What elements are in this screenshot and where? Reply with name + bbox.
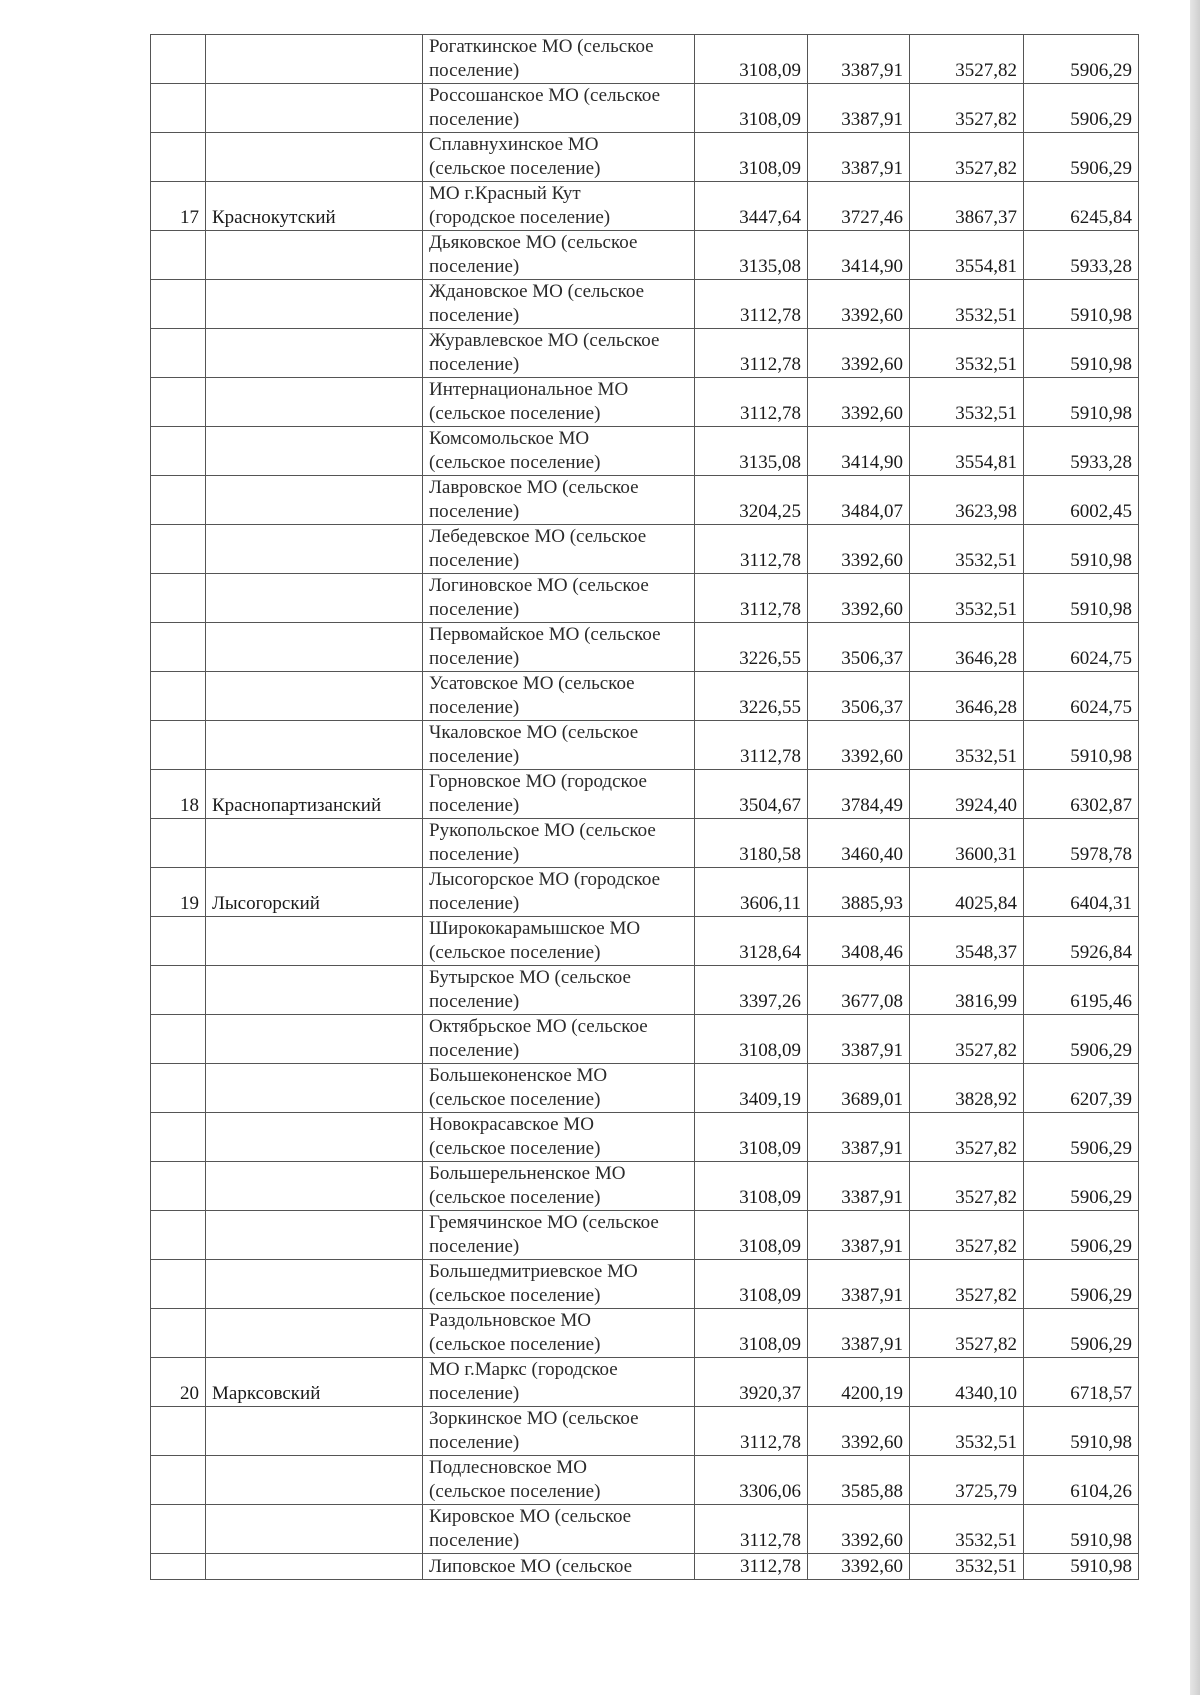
value-col-1: 3226,55: [695, 623, 808, 672]
row-number: 19: [151, 868, 206, 917]
district-name: [206, 231, 423, 280]
value-col-3: 3600,31: [910, 819, 1024, 868]
district-name: [206, 1456, 423, 1505]
value-col-1: 3108,09: [695, 35, 808, 84]
value-col-3: 4340,10: [910, 1358, 1024, 1407]
table-row: [151, 672, 1139, 721]
district-name: [206, 1015, 423, 1064]
value-col-4: 5906,29: [1024, 1211, 1139, 1260]
value-col-2: 3506,37: [808, 623, 910, 672]
municipality-name: Кировское МО (сельское поселение): [423, 1505, 695, 1554]
municipality-name: Журавлевское МО (сельское поселение): [423, 329, 695, 378]
municipality-name: Лебедевское МО (сельское поселение): [423, 525, 695, 574]
table-row: [151, 378, 1139, 427]
municipality-name: Ширококарамышское МО (сельское поселение): [423, 917, 695, 966]
value-col-1: 3397,26: [695, 966, 808, 1015]
district-name: [206, 819, 423, 868]
value-col-2: 3387,91: [808, 84, 910, 133]
municipality-name: Ждановское МО (сельское поселение): [423, 280, 695, 329]
value-col-2: 3387,91: [808, 35, 910, 84]
value-col-2: 3387,91: [808, 1211, 910, 1260]
table-row: [151, 1505, 1139, 1554]
row-number: [151, 378, 206, 427]
district-name: [206, 1113, 423, 1162]
value-col-3: 3532,51: [910, 329, 1024, 378]
district-name: [206, 1505, 423, 1554]
value-col-4: 5906,29: [1024, 133, 1139, 182]
row-number: [151, 1015, 206, 1064]
table-row: [151, 721, 1139, 770]
value-col-1: 3108,09: [695, 133, 808, 182]
table-row: [151, 1015, 1139, 1064]
value-col-4: 5910,98: [1024, 329, 1139, 378]
value-col-4: 5910,98: [1024, 525, 1139, 574]
district-name: [206, 1260, 423, 1309]
value-col-3: 3532,51: [910, 574, 1024, 623]
value-col-2: 4200,19: [808, 1358, 910, 1407]
row-number: [151, 231, 206, 280]
value-col-1: 3306,06: [695, 1456, 808, 1505]
district-name: [206, 1064, 423, 1113]
value-col-4: 5910,98: [1024, 1407, 1139, 1456]
district-name: [206, 1162, 423, 1211]
row-number: [151, 427, 206, 476]
value-col-1: 3112,78: [695, 1407, 808, 1456]
value-col-2: 3414,90: [808, 231, 910, 280]
row-number: 18: [151, 770, 206, 819]
value-col-2: 3392,60: [808, 721, 910, 770]
row-number: [151, 525, 206, 574]
value-col-2: 3727,46: [808, 182, 910, 231]
table-row: [151, 1211, 1139, 1260]
value-col-2: 3689,01: [808, 1064, 910, 1113]
table-row: [151, 1064, 1139, 1113]
value-col-4: 5910,98: [1024, 378, 1139, 427]
table-row: [151, 525, 1139, 574]
district-name: [206, 1309, 423, 1358]
value-col-1: 3226,55: [695, 672, 808, 721]
district-name: [206, 35, 423, 84]
row-number: [151, 1456, 206, 1505]
table-row: [151, 1456, 1139, 1505]
value-col-2: 3392,60: [808, 1505, 910, 1554]
value-col-3: 3527,82: [910, 1211, 1024, 1260]
table-row: [151, 574, 1139, 623]
municipality-name: Рогаткинское МО (сельское поселение): [423, 35, 695, 84]
table-row: [151, 1358, 1139, 1407]
value-col-4: 5906,29: [1024, 1260, 1139, 1309]
row-number: 17: [151, 182, 206, 231]
value-col-4: 5906,29: [1024, 1162, 1139, 1211]
value-col-4: 5926,84: [1024, 917, 1139, 966]
value-col-1: 3108,09: [695, 84, 808, 133]
value-col-1: 3135,08: [695, 231, 808, 280]
table-row: [151, 329, 1139, 378]
municipality-name: Большедмитриевское МО (сельское поселение): [423, 1260, 695, 1309]
value-col-2: 3387,91: [808, 1162, 910, 1211]
value-col-3: 3527,82: [910, 133, 1024, 182]
district-name: [206, 378, 423, 427]
table-row: [151, 280, 1139, 329]
row-number: [151, 133, 206, 182]
value-col-4: 5906,29: [1024, 1309, 1139, 1358]
row-number: [151, 84, 206, 133]
value-col-1: 3128,64: [695, 917, 808, 966]
value-col-1: 3920,37: [695, 1358, 808, 1407]
value-col-2: 3392,60: [808, 574, 910, 623]
value-col-3: 3527,82: [910, 35, 1024, 84]
value-col-3: 3532,51: [910, 1505, 1024, 1554]
value-col-3: 3532,51: [910, 1407, 1024, 1456]
value-col-1: 3112,78: [695, 525, 808, 574]
value-col-2: 3392,60: [808, 525, 910, 574]
value-col-2: 3387,91: [808, 1309, 910, 1358]
value-col-2: 3784,49: [808, 770, 910, 819]
value-col-4: 6718,57: [1024, 1358, 1139, 1407]
value-col-3: 3816,99: [910, 966, 1024, 1015]
municipality-name: Рукопольское МО (сельское поселение): [423, 819, 695, 868]
value-col-1: 3447,64: [695, 182, 808, 231]
row-number: [151, 1554, 206, 1580]
value-col-2: 3392,60: [808, 329, 910, 378]
value-col-1: 3409,19: [695, 1064, 808, 1113]
municipality-name: Первомайское МО (сельское поселение): [423, 623, 695, 672]
value-col-3: 3532,51: [910, 378, 1024, 427]
value-col-3: 3527,82: [910, 1015, 1024, 1064]
value-col-2: 3392,60: [808, 280, 910, 329]
value-col-2: 3387,91: [808, 1113, 910, 1162]
table-row: [151, 1407, 1139, 1456]
municipality-name: МО г.Маркс (городское поселение): [423, 1358, 695, 1407]
row-number: [151, 476, 206, 525]
value-col-3: 3527,82: [910, 1309, 1024, 1358]
table-row: [151, 476, 1139, 525]
value-col-2: 3392,60: [808, 1407, 910, 1456]
value-col-1: 3112,78: [695, 574, 808, 623]
district-name: [206, 476, 423, 525]
value-col-4: 6302,87: [1024, 770, 1139, 819]
municipality-name: Раздольновское МО (сельское поселение): [423, 1309, 695, 1358]
value-col-4: 6404,31: [1024, 868, 1139, 917]
table-row: [151, 917, 1139, 966]
value-col-3: 3527,82: [910, 1162, 1024, 1211]
value-col-2: 3585,88: [808, 1456, 910, 1505]
table-body: [151, 35, 1139, 1580]
tariff-table: [150, 34, 1139, 1580]
table-row: [151, 770, 1139, 819]
value-col-2: 3484,07: [808, 476, 910, 525]
value-col-3: 3554,81: [910, 231, 1024, 280]
value-col-1: 3112,78: [695, 378, 808, 427]
row-number: [151, 917, 206, 966]
table-row: [151, 231, 1139, 280]
value-col-2: 3460,40: [808, 819, 910, 868]
table-row: [151, 868, 1139, 917]
value-col-1: 3108,09: [695, 1260, 808, 1309]
row-number: [151, 1211, 206, 1260]
value-col-2: 3387,91: [808, 1015, 910, 1064]
value-col-4: 5910,98: [1024, 574, 1139, 623]
row-number: [151, 672, 206, 721]
municipality-name: Большеконенское МО (сельское поселение): [423, 1064, 695, 1113]
table-row: [151, 623, 1139, 672]
table-row: [151, 1113, 1139, 1162]
value-col-2: 3408,46: [808, 917, 910, 966]
municipality-name: Большерельненское МО (сельское поселение): [423, 1162, 695, 1211]
district-name: [206, 574, 423, 623]
table-row: [151, 966, 1139, 1015]
value-col-3: 3646,28: [910, 623, 1024, 672]
value-col-4: 5906,29: [1024, 1113, 1139, 1162]
value-col-4: 5906,29: [1024, 35, 1139, 84]
district-name: Краснопартизанский: [206, 770, 423, 819]
municipality-name: Сплавнухинское МО (сельское поселение): [423, 133, 695, 182]
value-col-4: 6207,39: [1024, 1064, 1139, 1113]
value-col-3: 3532,51: [910, 1554, 1024, 1580]
value-col-4: 5910,98: [1024, 1505, 1139, 1554]
value-col-4: 5933,28: [1024, 427, 1139, 476]
municipality-name: Лысогорское МО (городское поселение): [423, 868, 695, 917]
value-col-3: 3867,37: [910, 182, 1024, 231]
value-col-2: 3387,91: [808, 1260, 910, 1309]
value-col-1: 3204,25: [695, 476, 808, 525]
municipality-name: Бутырское МО (сельское поселение): [423, 966, 695, 1015]
district-name: [206, 1554, 423, 1580]
row-number: [151, 280, 206, 329]
value-col-1: 3112,78: [695, 329, 808, 378]
row-number: [151, 1064, 206, 1113]
municipality-name: Логиновское МО (сельское поселение): [423, 574, 695, 623]
row-number: [151, 329, 206, 378]
value-col-1: 3108,09: [695, 1211, 808, 1260]
value-col-1: 3108,09: [695, 1309, 808, 1358]
table-row: [151, 35, 1139, 84]
value-col-1: 3108,09: [695, 1162, 808, 1211]
table-row: [151, 1162, 1139, 1211]
municipality-name: МО г.Красный Кут (городское поселение): [423, 182, 695, 231]
value-col-1: 3504,67: [695, 770, 808, 819]
value-col-2: 3392,60: [808, 378, 910, 427]
row-number: [151, 1260, 206, 1309]
value-col-3: 3646,28: [910, 672, 1024, 721]
table-row: [151, 1309, 1139, 1358]
value-col-3: 3527,82: [910, 84, 1024, 133]
value-col-4: 6024,75: [1024, 623, 1139, 672]
value-col-1: 3112,78: [695, 1554, 808, 1580]
municipality-name: Липовское МО (сельское: [423, 1554, 695, 1580]
row-number: [151, 721, 206, 770]
district-name: [206, 133, 423, 182]
value-col-3: 3554,81: [910, 427, 1024, 476]
value-col-1: 3108,09: [695, 1113, 808, 1162]
district-name: [206, 1211, 423, 1260]
row-number: [151, 623, 206, 672]
row-number: [151, 966, 206, 1015]
district-name: Марксовский: [206, 1358, 423, 1407]
municipality-name: Подлесновское МО (сельское поселение): [423, 1456, 695, 1505]
value-col-3: 3532,51: [910, 721, 1024, 770]
value-col-4: 5906,29: [1024, 84, 1139, 133]
municipality-name: Зоркинское МО (сельское поселение): [423, 1407, 695, 1456]
municipality-name: Горновское МО (городское поселение): [423, 770, 695, 819]
value-col-2: 3506,37: [808, 672, 910, 721]
district-name: [206, 623, 423, 672]
value-col-4: 5910,98: [1024, 280, 1139, 329]
value-col-4: 6002,45: [1024, 476, 1139, 525]
value-col-1: 3112,78: [695, 1505, 808, 1554]
district-name: Лысогорский: [206, 868, 423, 917]
value-col-2: 3885,93: [808, 868, 910, 917]
value-col-3: 3725,79: [910, 1456, 1024, 1505]
municipality-name: Лавровское МО (сельское поселение): [423, 476, 695, 525]
municipality-name: Октябрьское МО (сельское поселение): [423, 1015, 695, 1064]
district-name: [206, 721, 423, 770]
value-col-3: 3828,92: [910, 1064, 1024, 1113]
value-col-2: 3677,08: [808, 966, 910, 1015]
table-row: [151, 1260, 1139, 1309]
table-row: [151, 182, 1139, 231]
value-col-2: 3387,91: [808, 133, 910, 182]
municipality-name: Дьяковское МО (сельское поселение): [423, 231, 695, 280]
row-number: 20: [151, 1358, 206, 1407]
row-number: [151, 574, 206, 623]
value-col-3: 4025,84: [910, 868, 1024, 917]
row-number: [151, 1162, 206, 1211]
district-name: [206, 917, 423, 966]
value-col-4: 5910,98: [1024, 1554, 1139, 1580]
value-col-3: 3623,98: [910, 476, 1024, 525]
municipality-name: Усатовское МО (сельское поселение): [423, 672, 695, 721]
district-name: [206, 280, 423, 329]
district-name: [206, 1407, 423, 1456]
municipality-name: Комсомольское МО (сельское поселение): [423, 427, 695, 476]
municipality-name: Россошанское МО (сельское поселение): [423, 84, 695, 133]
row-number: [151, 35, 206, 84]
table-row: [151, 84, 1139, 133]
district-name: [206, 525, 423, 574]
value-col-1: 3135,08: [695, 427, 808, 476]
value-col-3: 3532,51: [910, 280, 1024, 329]
value-col-2: 3414,90: [808, 427, 910, 476]
value-col-1: 3112,78: [695, 280, 808, 329]
row-number: [151, 1505, 206, 1554]
value-col-3: 3548,37: [910, 917, 1024, 966]
district-name: [206, 84, 423, 133]
value-col-4: 5910,98: [1024, 721, 1139, 770]
value-col-1: 3112,78: [695, 721, 808, 770]
value-col-3: 3527,82: [910, 1113, 1024, 1162]
district-name: [206, 427, 423, 476]
value-col-3: 3924,40: [910, 770, 1024, 819]
value-col-4: 6245,84: [1024, 182, 1139, 231]
municipality-name: Интернациональное МО (сельское поселение): [423, 378, 695, 427]
municipality-name: Гремячинское МО (сельское поселение): [423, 1211, 695, 1260]
table-row: [151, 427, 1139, 476]
value-col-4: 5933,28: [1024, 231, 1139, 280]
value-col-4: 5906,29: [1024, 1015, 1139, 1064]
row-number: [151, 1407, 206, 1456]
district-name: Краснокутский: [206, 182, 423, 231]
district-name: [206, 672, 423, 721]
municipality-name: Новокрасавское МО (сельское поселение): [423, 1113, 695, 1162]
value-col-2: 3392,60: [808, 1554, 910, 1580]
value-col-1: 3108,09: [695, 1015, 808, 1064]
row-number: [151, 819, 206, 868]
value-col-4: 6024,75: [1024, 672, 1139, 721]
row-number: [151, 1113, 206, 1162]
value-col-1: 3180,58: [695, 819, 808, 868]
value-col-3: 3532,51: [910, 525, 1024, 574]
value-col-4: 6104,26: [1024, 1456, 1139, 1505]
value-col-4: 6195,46: [1024, 966, 1139, 1015]
value-col-3: 3527,82: [910, 1260, 1024, 1309]
row-number: [151, 1309, 206, 1358]
district-name: [206, 966, 423, 1015]
district-name: [206, 329, 423, 378]
value-col-1: 3606,11: [695, 868, 808, 917]
value-col-4: 5978,78: [1024, 819, 1139, 868]
table-row: [151, 1554, 1139, 1580]
scan-edge-shadow: [1190, 0, 1200, 1695]
municipality-name: Чкаловское МО (сельское поселение): [423, 721, 695, 770]
table-row: [151, 133, 1139, 182]
table-row: [151, 819, 1139, 868]
